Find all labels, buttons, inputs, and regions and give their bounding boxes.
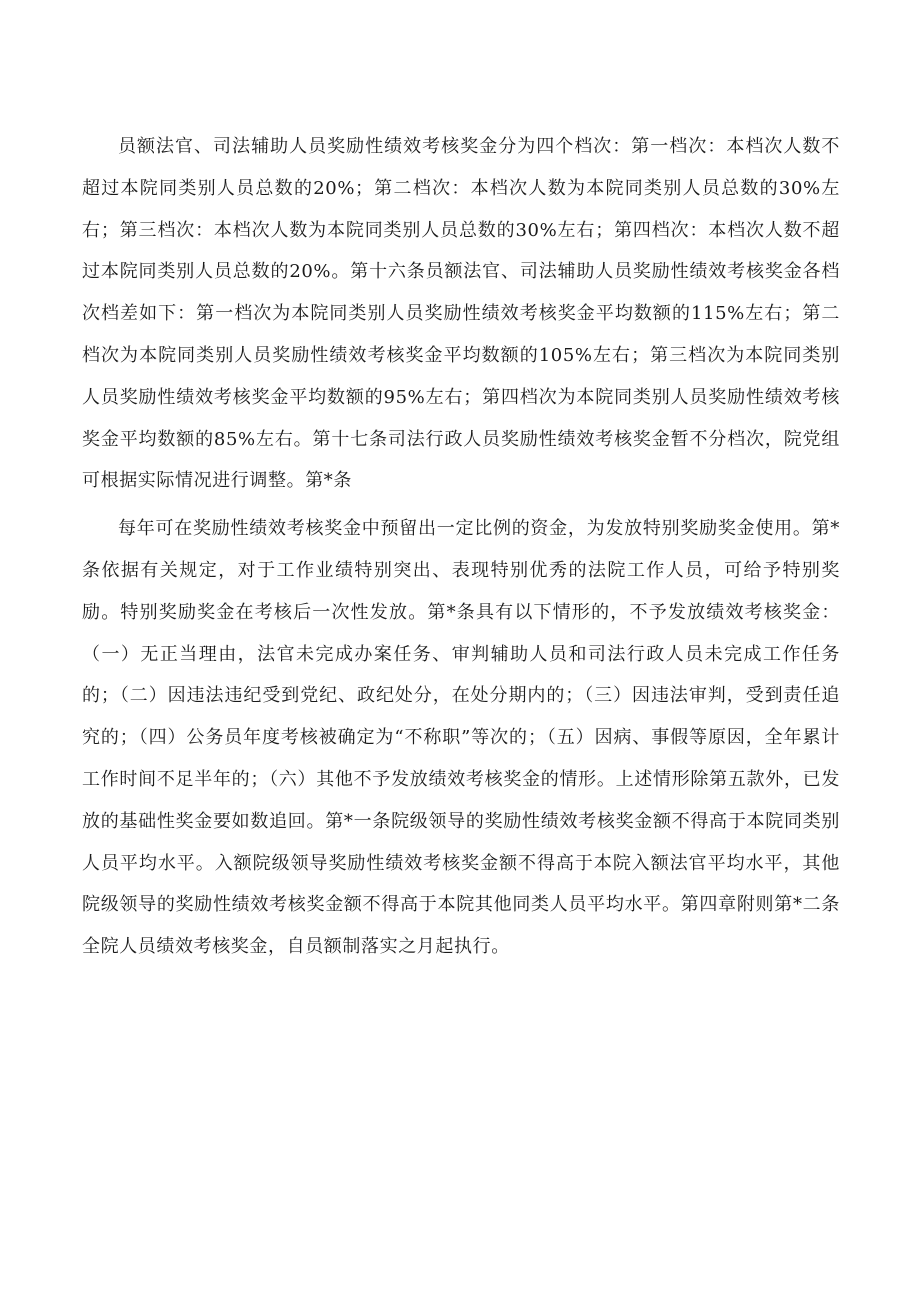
document-body [82,126,840,968]
paragraph-special-rewards: 每年可在奖励性绩效考核奖金中预留出一定比例的资金，为发放特别奖励奖金使用。第*条依据有关规定，对于工作业绩特别突出、表现特别优秀的法院工作人员，可给予特别奖励。特别奖励奖金在考核后一次性发放。第*条具有以下情形的，不予发放绩效考核奖金：（一）无正当理由，法官未完成办案任务、审判辅助人员和司法行政人员未完成工作任务的；（二）因违法违纪受到党纪、政纪处分，在处分期内的；（三）因违法审判，受到责任追究的；（四）公务员年度考核被确定为“不称职”等次的；（五）因病、事假等原因，全年累计工作时间不足半年的；（六）其他不予发放绩效考核奖金的情形。上述情形除第五款外，已发放的基础性奖金要如数追回。第*一条院级领导的奖励性绩效考核奖金额不得高于本院同类别人员平均水平。入额院级领导奖励性绩效考核奖金额不得高于本院入额法官平均水平，其他院级领导的奖励性绩效考核奖金额不得高于本院其他同类人员平均水平。第四章附则第*二条全院人员绩效考核奖金，自员额制落实之月起执行。 [82,518,840,958]
paragraph-bonus-tiers: 员额法官、司法辅助人员奖励性绩效考核奖金分为四个档次：第一档次：本档次人数不超过本院同类别人员总数的20%；第二档次：本档次人数为本院同类别人员总数的30%左右；第三档次：本档次人数为本院同类别人员总数的30%左右；第四档次：本档次人数不超过本院同类别人员总数的20%。第十六条员额法官、司法辅助人员奖励性绩效考核奖金各档次档差如下：第一档次为本院同类别人员奖励性绩效考核奖金平均数额的115%左右；第二档次为本院同类别人员奖励性绩效考核奖金平均数额的105%左右；第三档次为本院同类别人员奖励性绩效考核奖金平均数额的95%左右；第四档次为本院同类别人员奖励性绩效考核奖金平均数额的85%左右。第十七条司法行政人员奖励性绩效考核奖金暂不分档次，院党组可根据实际情况进行调整。第*条 [82,136,840,492]
